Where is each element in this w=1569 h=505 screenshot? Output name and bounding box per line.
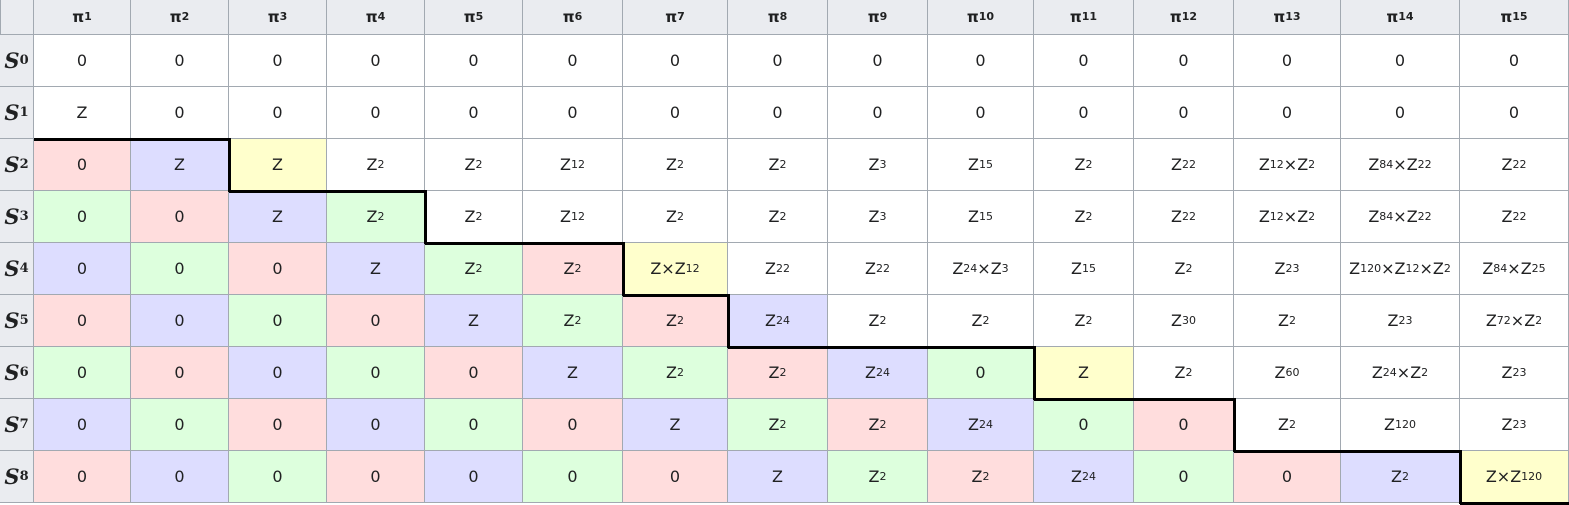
homotopy-cell: 0 bbox=[327, 399, 425, 451]
homotopy-cell: 0 bbox=[229, 399, 327, 451]
column-header-7: π 7 bbox=[623, 0, 728, 35]
homotopy-cell: 0 bbox=[34, 139, 131, 191]
stable-range-boundary bbox=[425, 242, 625, 245]
homotopy-cell: 0 bbox=[131, 451, 229, 503]
homotopy-cell: 0 bbox=[229, 347, 327, 399]
homotopy-cell: Z 2 2 bbox=[828, 243, 928, 295]
homotopy-cell: Z 120 ×Z 12 ×Z 2 bbox=[1341, 243, 1460, 295]
homotopy-cell: 0 bbox=[425, 347, 523, 399]
homotopy-cell: 0 bbox=[327, 295, 425, 347]
homotopy-cell: Z 2 bbox=[623, 347, 728, 399]
homotopy-cell: Z 2 bbox=[928, 295, 1034, 347]
stable-range-boundary bbox=[727, 294, 730, 348]
row-header-sphere-8: S 8 bbox=[0, 451, 34, 503]
homotopy-cell: 0 bbox=[131, 399, 229, 451]
homotopy-cell: 0 bbox=[1134, 35, 1234, 87]
homotopy-cell: Z 2 3 bbox=[1234, 243, 1341, 295]
stable-range-boundary bbox=[229, 190, 427, 193]
homotopy-cell: Z 2 3 bbox=[1341, 295, 1460, 347]
homotopy-cell: 0 bbox=[1234, 87, 1341, 139]
homotopy-cell: Z 2 bbox=[623, 295, 728, 347]
homotopy-cell: Z 2 bbox=[1234, 295, 1341, 347]
homotopy-cell: 0 bbox=[1034, 399, 1134, 451]
homotopy-cell: 0 bbox=[34, 35, 131, 87]
homotopy-cell: Z 24 ×Z 3 bbox=[928, 243, 1034, 295]
homotopy-cell: 0 bbox=[131, 191, 229, 243]
homotopy-cell: 0 bbox=[425, 87, 523, 139]
homotopy-cell: Z 2 3 bbox=[1460, 399, 1569, 451]
column-header-6: π 6 bbox=[523, 0, 623, 35]
homotopy-cell: Z bbox=[34, 87, 131, 139]
column-header-2: π 2 bbox=[131, 0, 229, 35]
homotopy-cell: Z 2 bbox=[425, 243, 523, 295]
homotopy-cell: Z bbox=[229, 191, 327, 243]
homotopy-cell: Z bbox=[425, 295, 523, 347]
column-header-9: π 9 bbox=[828, 0, 928, 35]
homotopy-cell: 0 bbox=[1234, 451, 1341, 503]
homotopy-cell: Z 2 bbox=[623, 139, 728, 191]
homotopy-cell: 0 bbox=[327, 87, 425, 139]
row-header-sphere-2: S 2 bbox=[0, 139, 34, 191]
homotopy-cell: Z bbox=[327, 243, 425, 295]
homotopy-cell: Z 2 bbox=[623, 191, 728, 243]
homotopy-cell: 0 bbox=[327, 35, 425, 87]
homotopy-cell: Z bbox=[1034, 347, 1134, 399]
row-header-sphere-7: S 7 bbox=[0, 399, 34, 451]
homotopy-cell: 0 bbox=[229, 35, 327, 87]
row-header-sphere-6: S 6 bbox=[0, 347, 34, 399]
stable-range-boundary bbox=[1034, 398, 1236, 401]
homotopy-cell: Z 24 bbox=[828, 347, 928, 399]
stable-range-boundary bbox=[424, 190, 427, 244]
homotopy-cell: Z 2 bbox=[327, 191, 425, 243]
homotopy-cell: Z 12 bbox=[523, 191, 623, 243]
homotopy-cell: 0 bbox=[928, 347, 1034, 399]
stable-range-boundary bbox=[1233, 398, 1236, 452]
homotopy-cell: 0 bbox=[131, 347, 229, 399]
row-header-sphere-4: S 4 bbox=[0, 243, 34, 295]
homotopy-cell: Z 12 ×Z 2 bbox=[1234, 191, 1341, 243]
homotopy-cell: 0 bbox=[1460, 35, 1569, 87]
homotopy-cell: 0 bbox=[327, 451, 425, 503]
homotopy-cell: 0 bbox=[1341, 35, 1460, 87]
row-header-sphere-5: S 5 bbox=[0, 295, 34, 347]
homotopy-cell: Z 2 bbox=[523, 295, 623, 347]
homotopy-cell: 0 bbox=[1134, 87, 1234, 139]
homotopy-cell: 0 bbox=[131, 295, 229, 347]
homotopy-cell: 0 bbox=[728, 87, 828, 139]
homotopy-cell: Z 12 bbox=[523, 139, 623, 191]
homotopy-cell: Z 2 bbox=[928, 451, 1034, 503]
homotopy-cell: Z 2 bbox=[425, 139, 523, 191]
homotopy-cell: 0 bbox=[928, 87, 1034, 139]
column-header-13: π 13 bbox=[1234, 0, 1341, 35]
homotopy-cell: 0 bbox=[1460, 87, 1569, 139]
homotopy-cell: Z 2 bbox=[1034, 295, 1134, 347]
homotopy-cell: Z×Z 120 bbox=[1460, 451, 1569, 503]
column-header-5: π 5 bbox=[425, 0, 523, 35]
homotopy-cell: Z bbox=[728, 451, 828, 503]
column-header-14: π 14 bbox=[1341, 0, 1460, 35]
homotopy-cell: Z 2 2 bbox=[1134, 139, 1234, 191]
homotopy-cell: Z 120 bbox=[1341, 399, 1460, 451]
homotopy-cell: 0 bbox=[523, 87, 623, 139]
homotopy-cell: 0 bbox=[131, 35, 229, 87]
homotopy-cell: Z 72 ×Z 2 bbox=[1460, 295, 1569, 347]
stable-range-boundary bbox=[728, 346, 1036, 349]
homotopy-cell: Z 2 bbox=[1341, 451, 1460, 503]
homotopy-cell: 0 bbox=[1034, 35, 1134, 87]
homotopy-cell: 0 bbox=[131, 87, 229, 139]
homotopy-cell: Z 2 bbox=[425, 191, 523, 243]
homotopy-cell: 0 bbox=[229, 87, 327, 139]
homotopy-cell: Z×Z 12 bbox=[623, 243, 728, 295]
row-header-sphere-3: S 3 bbox=[0, 191, 34, 243]
homotopy-cell: Z 2 2 bbox=[728, 243, 828, 295]
stable-range-boundary bbox=[622, 242, 625, 296]
row-header-sphere-0: S 0 bbox=[0, 35, 34, 87]
stable-range-boundary bbox=[34, 138, 231, 141]
column-header-1: π 1 bbox=[34, 0, 131, 35]
homotopy-cell: 0 bbox=[1341, 87, 1460, 139]
homotopy-cell: Z 2 2 bbox=[1134, 191, 1234, 243]
homotopy-cell: 0 bbox=[1134, 399, 1234, 451]
homotopy-cell: 0 bbox=[425, 399, 523, 451]
homotopy-cell: Z 15 bbox=[1034, 243, 1134, 295]
homotopy-cell: 0 bbox=[34, 243, 131, 295]
homotopy-cell: Z 2 bbox=[828, 399, 928, 451]
stable-range-boundary bbox=[1459, 450, 1462, 504]
row-header-sphere-1: S 1 bbox=[0, 87, 34, 139]
homotopy-cell: 0 bbox=[34, 347, 131, 399]
homotopy-cell: 0 bbox=[623, 451, 728, 503]
homotopy-cell: Z 2 bbox=[523, 243, 623, 295]
homotopy-cell: Z 2 bbox=[1034, 191, 1134, 243]
homotopy-cell: 0 bbox=[1134, 451, 1234, 503]
homotopy-cell: 0 bbox=[229, 243, 327, 295]
homotopy-cell: 0 bbox=[623, 87, 728, 139]
homotopy-cell: Z bbox=[623, 399, 728, 451]
homotopy-cell: Z 84 ×Z 2 2 bbox=[1341, 191, 1460, 243]
stable-range-boundary bbox=[623, 294, 730, 297]
homotopy-cell: 0 bbox=[523, 399, 623, 451]
homotopy-cell: Z bbox=[523, 347, 623, 399]
homotopy-cell: 0 bbox=[425, 35, 523, 87]
stable-range-boundary bbox=[228, 138, 231, 192]
homotopy-cell: Z 12 ×Z 2 bbox=[1234, 139, 1341, 191]
homotopy-cell: 0 bbox=[327, 347, 425, 399]
homotopy-cell: Z 2 bbox=[1234, 399, 1341, 451]
homotopy-cell: Z 24 bbox=[728, 295, 828, 347]
homotopy-cell: Z 3 bbox=[828, 139, 928, 191]
homotopy-cell: Z 2 bbox=[1034, 139, 1134, 191]
homotopy-cell: Z 15 bbox=[928, 139, 1034, 191]
column-header-15: π 15 bbox=[1460, 0, 1569, 35]
homotopy-cell: Z bbox=[229, 139, 327, 191]
homotopy-cell: 0 bbox=[828, 87, 928, 139]
homotopy-cell: 0 bbox=[34, 451, 131, 503]
homotopy-cell: 0 bbox=[425, 451, 523, 503]
homotopy-cell: Z 3 bbox=[828, 191, 928, 243]
homotopy-cell: 0 bbox=[623, 35, 728, 87]
homotopy-cell: Z 84 ×Z 2 5 bbox=[1460, 243, 1569, 295]
column-header-12: π 12 bbox=[1134, 0, 1234, 35]
homotopy-cell: 0 bbox=[1234, 35, 1341, 87]
homotopy-cell: Z 24 ×Z 2 bbox=[1341, 347, 1460, 399]
homotopy-cell: 0 bbox=[34, 191, 131, 243]
homotopy-cell: 0 bbox=[34, 399, 131, 451]
homotopy-cell: Z 2 bbox=[728, 347, 828, 399]
homotopy-cell: Z 2 3 bbox=[1460, 347, 1569, 399]
homotopy-cell: Z 2 2 bbox=[1460, 191, 1569, 243]
homotopy-cell: 0 bbox=[523, 451, 623, 503]
homotopy-cell: 0 bbox=[928, 35, 1034, 87]
homotopy-cell: Z 2 bbox=[327, 139, 425, 191]
homotopy-cell: Z 30 bbox=[1134, 295, 1234, 347]
homotopy-cell: Z 2 bbox=[1134, 347, 1234, 399]
homotopy-cell: 0 bbox=[828, 35, 928, 87]
homotopy-cell: Z 2 bbox=[828, 451, 928, 503]
corner-header-cell bbox=[0, 0, 34, 35]
homotopy-cell: Z 24 bbox=[1034, 451, 1134, 503]
homotopy-cell: Z 2 2 bbox=[1460, 139, 1569, 191]
homotopy-cell: 0 bbox=[229, 295, 327, 347]
homotopy-cell: Z 84 ×Z 2 2 bbox=[1341, 139, 1460, 191]
homotopy-cell: Z 2 bbox=[728, 191, 828, 243]
column-header-3: π 3 bbox=[229, 0, 327, 35]
stable-range-boundary bbox=[1033, 346, 1036, 400]
homotopy-cell: 0 bbox=[728, 35, 828, 87]
homotopy-cell: Z 60 bbox=[1234, 347, 1341, 399]
stable-range-boundary bbox=[1234, 450, 1462, 453]
homotopy-cell: Z 2 bbox=[728, 139, 828, 191]
column-header-10: π 10 bbox=[928, 0, 1034, 35]
homotopy-cell: 0 bbox=[523, 35, 623, 87]
homotopy-cell: 0 bbox=[34, 295, 131, 347]
homotopy-cell: 0 bbox=[131, 243, 229, 295]
homotopy-cell: Z bbox=[131, 139, 229, 191]
column-header-11: π 11 bbox=[1034, 0, 1134, 35]
homotopy-cell: 0 bbox=[1034, 87, 1134, 139]
homotopy-cell: Z 2 bbox=[828, 295, 928, 347]
homotopy-cell: 0 bbox=[229, 451, 327, 503]
column-header-8: π 8 bbox=[728, 0, 828, 35]
homotopy-cell: Z 2 bbox=[728, 399, 828, 451]
homotopy-cell: Z 2 bbox=[1134, 243, 1234, 295]
homotopy-cell: Z 15 bbox=[928, 191, 1034, 243]
column-header-4: π 4 bbox=[327, 0, 425, 35]
homotopy-cell: Z 24 bbox=[928, 399, 1034, 451]
